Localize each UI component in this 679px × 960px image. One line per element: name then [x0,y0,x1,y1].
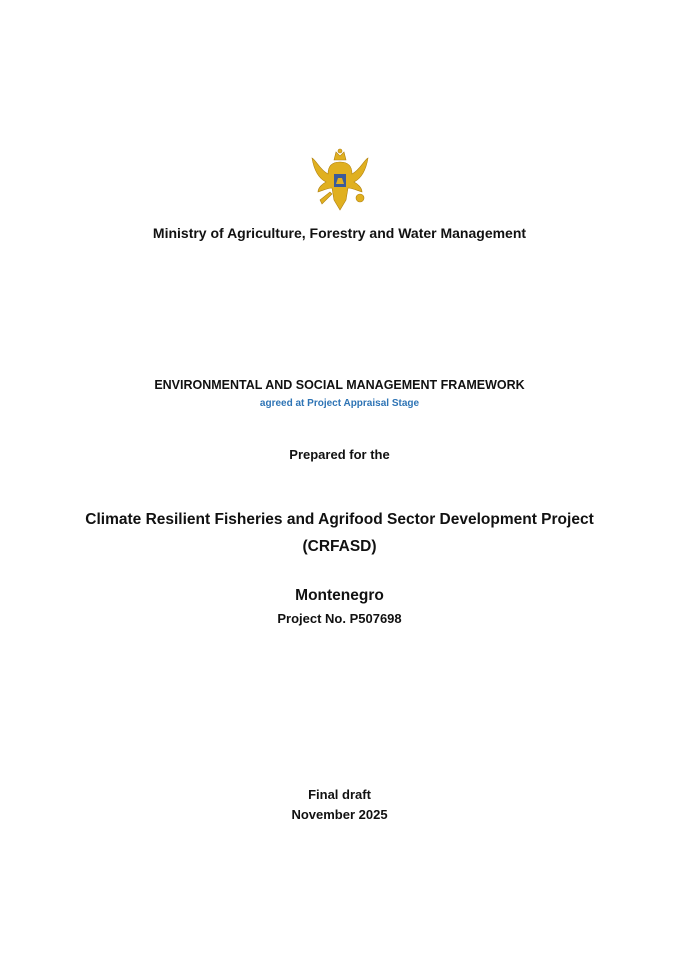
project-number: Project No. P507698 [277,611,402,626]
country: Montenegro [295,587,384,604]
coat-of-arms-emblem [310,148,370,214]
prepared-for: Prepared for the [289,447,390,462]
ministry-name: Ministry of Agriculture, Forestry and Water Management [152,225,527,241]
document-date: November 2025 [291,807,388,822]
project-title-line2: (CRFASD) [302,538,377,555]
stage-note: agreed at Project Appraisal Stage [259,398,420,409]
document-type: ENVIRONMENTAL AND SOCIAL MANAGEMENT FRAMEWORK [154,378,525,392]
project-title-line1: Climate Resilient Fisheries and Agrifood Sector Development Project [85,511,594,528]
document-status: Final draft [308,787,371,802]
